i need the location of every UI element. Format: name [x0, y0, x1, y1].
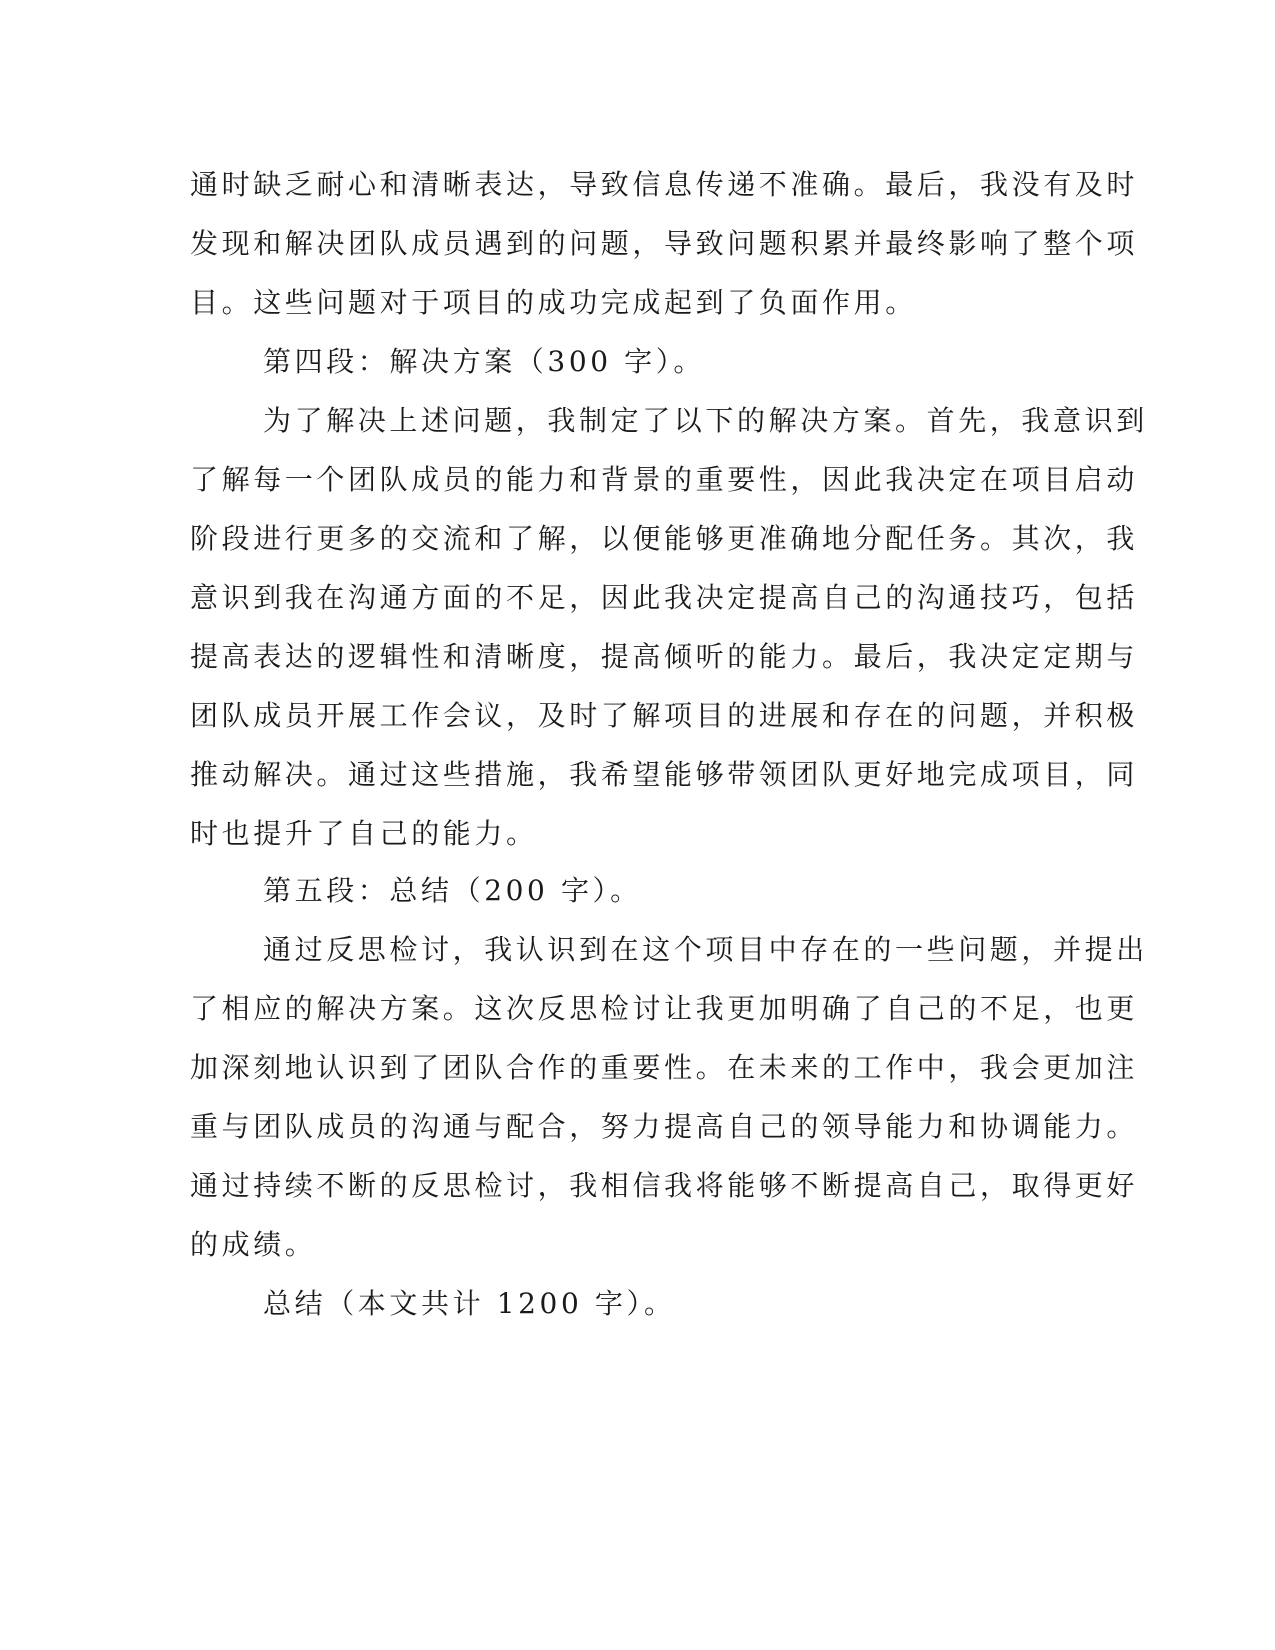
- text-line: 了解每一个团队成员的能力和背景的重要性，因此我决定在项目启动: [190, 463, 1139, 496]
- text-line: 目。这些问题对于项目的成功完成起到了负面作用。: [190, 286, 917, 319]
- text-line: 了相应的解决方案。这次反思检讨让我更加明确了自己的不足，也更: [190, 992, 1139, 1025]
- text-line: 为了解决上述问题，我制定了以下的解决方案。首先，我意识到: [263, 404, 1148, 437]
- text-line: 通过持续不断的反思检讨，我相信我将能够不断提高自己，取得更好: [190, 1169, 1139, 1202]
- text-line: 通过反思检讨，我认识到在这个项目中存在的一些问题，并提出: [263, 933, 1148, 966]
- closing-note: 总结（本文共计 1200 字）。: [263, 1287, 676, 1320]
- text-line: 团队成员开展工作会议，及时了解项目的进展和存在的问题，并积极: [190, 699, 1139, 732]
- text-line: 阶段进行更多的交流和了解，以便能够更准确地分配任务。其次，我: [190, 522, 1139, 555]
- text-line: 时也提升了自己的能力。: [190, 817, 538, 850]
- text-line: 推动解决。通过这些措施，我希望能够带领团队更好地完成项目，同: [190, 758, 1139, 791]
- text-line: 的成绩。: [190, 1228, 317, 1261]
- text-line: 意识到我在沟通方面的不足，因此我决定提高自己的沟通技巧，包括: [190, 581, 1139, 614]
- text-line: 通时缺乏耐心和清晰表达，导致信息传递不准确。最后，我没有及时: [190, 168, 1139, 201]
- text-line: 发现和解决团队成员遇到的问题，导致问题积累并最终影响了整个项: [190, 227, 1139, 260]
- text-line: 加深刻地认识到了团队合作的重要性。在未来的工作中，我会更加注: [190, 1051, 1139, 1084]
- text-line: 提高表达的逻辑性和清晰度，提高倾听的能力。最后，我决定定期与: [190, 640, 1139, 673]
- section-heading: 第四段：解决方案（300 字）。: [263, 345, 705, 378]
- text-line: 重与团队成员的沟通与配合，努力提高自己的领导能力和协调能力。: [190, 1110, 1139, 1143]
- section-heading: 第五段：总结（200 字）。: [263, 874, 642, 907]
